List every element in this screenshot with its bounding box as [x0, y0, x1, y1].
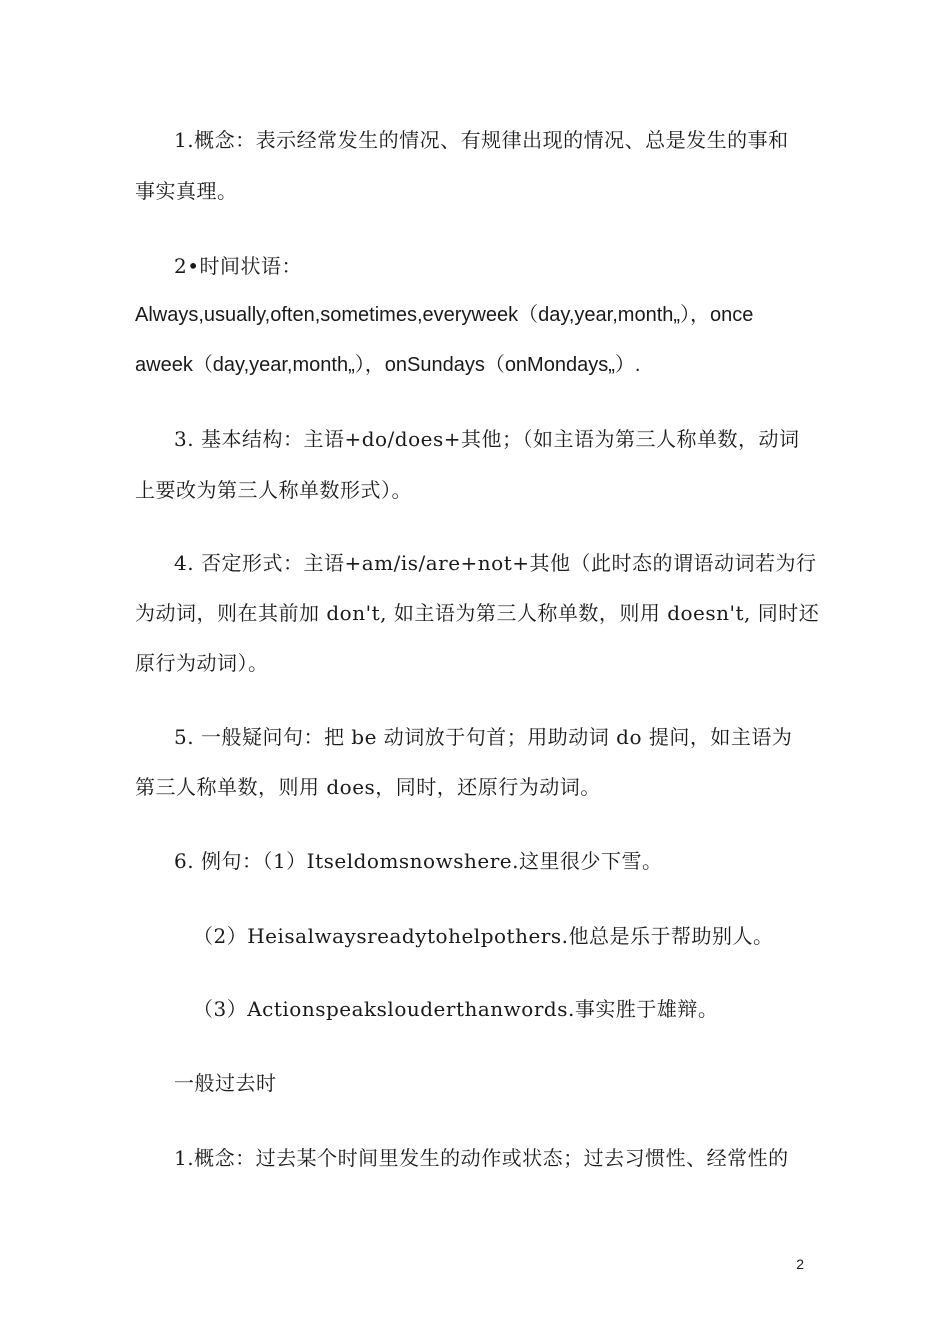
text-line: Always,usually,often,sometimes,everyweek（day,year,month„），once	[135, 304, 754, 326]
text-line: aweek（day,year,month„），onSundays（onMondays„）.	[135, 354, 641, 376]
text-line: （2）Heisalwaysreadytohelpothers.他总是乐于帮助别人。	[193, 924, 774, 948]
text-line: 6. 例句：（1）Itseldomsnowshere.这里很少下雪。	[174, 849, 663, 873]
section-heading: 一般过去时	[174, 1071, 277, 1095]
text-line: 为动词，则在其前加 don't, 如主语为第三人称单数，则用 doesn't, 同时还	[135, 601, 820, 625]
text-line: 1.概念：过去某个时间里发生的动作或状态；过去习惯性、经常性的	[174, 1146, 789, 1170]
text-line: 上要改为第三人称单数形式）。	[135, 478, 412, 502]
text-line: （3）Actionspeakslouderthanwords.事实胜于雄辩。	[193, 997, 719, 1021]
page-number: 2	[796, 1256, 804, 1272]
text-line: 3. 基本结构：主语+do/does+其他；（如主语为第三人称单数，动词	[174, 427, 800, 451]
text-line: 2•时间状语：	[174, 254, 303, 278]
text-line: 1.概念：表示经常发生的情况、有规律出现的情况、总是发生的事和	[174, 128, 789, 152]
text-line: 4. 否定形式：主语+am/is/are+not+其他（此时态的谓语动词若为行	[174, 551, 817, 575]
text-line: 事实真理。	[135, 179, 238, 203]
text-line: 5. 一般疑问句：把 be 动词放于句首；用助动词 do 提问，如主语为	[174, 725, 793, 749]
text-line: 第三人称单数，则用 does，同时，还原行为动词。	[135, 775, 601, 799]
text-line: 原行为动词）。	[135, 651, 269, 675]
